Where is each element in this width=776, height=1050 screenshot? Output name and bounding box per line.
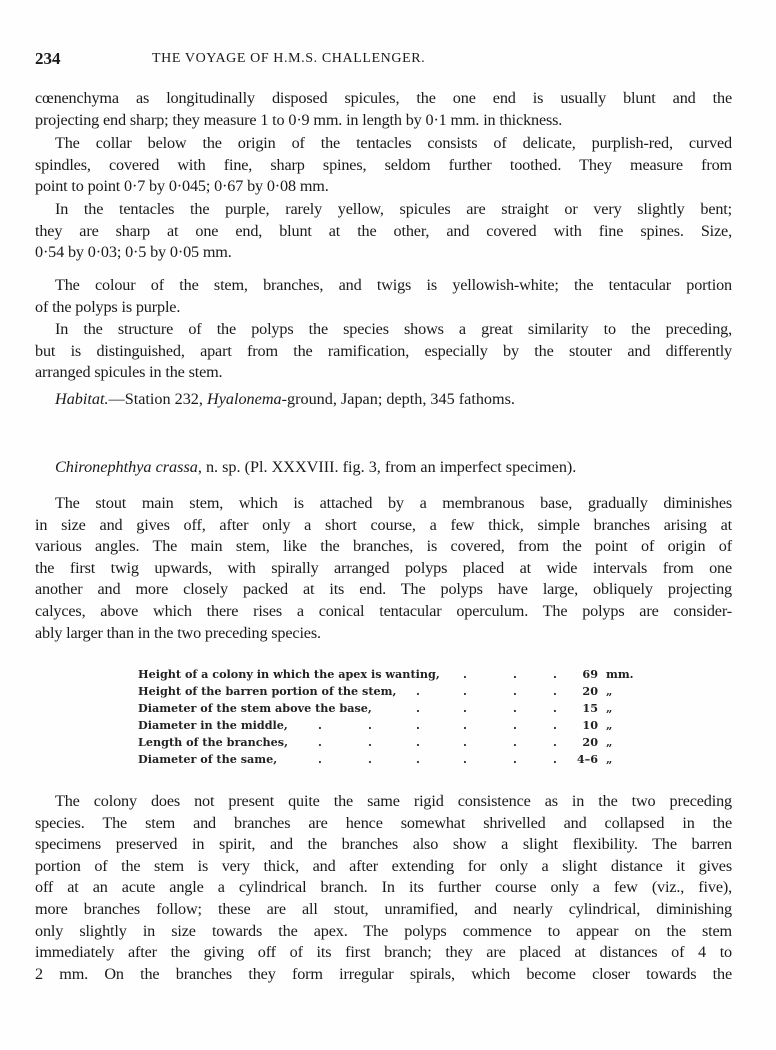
text-line: of the polyps is purple. [35, 297, 181, 316]
text-line: species. The stem and branches are hence somewhat shrivelled and collapsed in the [35, 813, 732, 832]
leader-dot: . [513, 701, 517, 715]
measurement-value: 69 [582, 667, 598, 681]
page-header [35, 49, 490, 71]
text-line: they are sharp at one end, blunt at the other, and covered with fine spines. Size, [35, 221, 732, 240]
text-line: point to point 0·7 by 0·045; 0·67 by 0·08 mm. [35, 177, 329, 196]
measurement-row [138, 683, 648, 700]
leader-dot: . [463, 718, 467, 732]
paragraph-spicules-coenenchyma [35, 89, 732, 132]
leader-dot: . [416, 684, 420, 698]
text-line: The colony does not present quite the same rigid consistence as in the two preceding [55, 792, 732, 810]
text-line: spindles, covered with fine, sharp spines, seldom further toothed. They measure from [35, 155, 732, 174]
leader-dot: . [463, 701, 467, 715]
leader-dot: . [368, 735, 372, 749]
measurement-label: Length of the branches, [138, 735, 288, 749]
paragraph-structure [35, 320, 732, 385]
leader-dot: . [553, 735, 557, 749]
text-line: only slightly in size towards the apex. The polyps commence to appear on the stem [35, 921, 732, 940]
measurement-row [138, 700, 648, 717]
page-number: 234 [35, 49, 61, 68]
text-line: In the structure of the polyps the species shows a great similarity to the preceding, [55, 320, 732, 338]
text-line: more branches follow; these are all stout, unramified, and nearly cylindrical, diminishing [35, 899, 732, 918]
text-line: specimens preserved in spirit, and the branches also show a slight flexibility. The barren [35, 835, 732, 854]
leader-dot: . [513, 718, 517, 732]
text-line: The stout main stem, which is attached by a membranous base, gradually diminishes [55, 494, 732, 512]
text-line: off at an acute angle a cylindrical branch. In its further course only a few (viz., five), [35, 878, 732, 897]
text-line: cœnenchyma as longitudinally disposed spicules, the one end is usually blunt and the [35, 89, 732, 107]
leader-dot: . [318, 718, 322, 732]
text-line: portion of the stem is very thick, and after extending for only a slight distance it gives [35, 856, 732, 875]
text-line: immediately after the giving off of its first branch; they are placed at distances of 4 to [35, 943, 732, 962]
text-line: ably larger than in the two preceding species. [35, 623, 321, 642]
paragraph-tentacles [35, 200, 732, 265]
measurement-unit: „ [606, 718, 613, 732]
leader-dot: . [553, 752, 557, 766]
leader-dot: . [416, 735, 420, 749]
leader-dot: . [513, 667, 517, 681]
text-line: 0·54 by 0·03; 0·5 by 0·05 mm. [35, 243, 232, 262]
text-line: 2 mm. On the branches they form irregular spirals, which become closer towards the [35, 964, 732, 983]
text-line: The colour of the stem, branches, and twigs is yellowish-white; the tentacular portion [55, 276, 732, 294]
measurement-value: 15 [582, 701, 598, 715]
leader-dot: . [416, 701, 420, 715]
leader-dot: . [463, 735, 467, 749]
habitat-ground-italic: Hyalonema [207, 390, 282, 408]
measurement-value: 20 [582, 735, 598, 749]
paragraph-main-stem [35, 494, 732, 645]
measurement-row [138, 751, 648, 768]
measurement-row [138, 717, 648, 734]
text-line: arranged spicules in the stem. [35, 363, 223, 382]
habitat-station: —Station 232, [108, 390, 207, 408]
leader-dot: . [553, 718, 557, 732]
species-reference: , n. sp. (Pl. XXXVIII. fig. 3, from an imperfect specimen). [197, 458, 577, 476]
leader-dot: . [463, 684, 467, 698]
leader-dot: . [318, 752, 322, 766]
measurement-unit: „ [606, 752, 613, 766]
measurement-value: 4–6 [576, 752, 598, 766]
text-line: the first twig upwards, with spirally arranged polyps placed at wide intervals from one [35, 558, 732, 577]
species-name: Chironephthya crassa [55, 458, 198, 476]
measurement-label: Diameter of the same, [138, 752, 278, 766]
leader-dot: . [463, 752, 467, 766]
text-line: In the tentacles the purple, rarely yellow, spicules are straight or very slightly bent; [55, 200, 732, 218]
text-line: another and more closely packed at its end. The polyps have large, obliquely projecting [35, 580, 732, 599]
measurement-label: Height of the barren portion of the stem, [138, 684, 397, 698]
leader-dot: . [513, 752, 517, 766]
measurement-unit: „ [606, 735, 613, 749]
paragraph-colony-consistence [35, 792, 732, 986]
leader-dot: . [318, 735, 322, 749]
leader-dot: . [416, 718, 420, 732]
habitat-label: Habitat. [55, 390, 109, 408]
species-heading [55, 458, 576, 477]
leader-dot: . [553, 701, 557, 715]
leader-dot: . [463, 667, 467, 681]
leader-dot: . [513, 735, 517, 749]
text-line: projecting end sharp; they measure 1 to 0·9 mm. in length by 0·1 mm. in thickness. [35, 110, 563, 129]
text-line: calyces, above which there rises a conical tentacular operculum. The polyps are consider- [35, 601, 732, 620]
measurement-value: 10 [582, 718, 598, 732]
paragraph-colour [35, 276, 732, 319]
text-line: but is distinguished, apart from the ramification, especially by the stouter and differently [35, 341, 732, 360]
text-line: in size and gives off, after only a short course, a few thick, simple branches arising at [35, 515, 732, 534]
habitat-rest: -ground, Japan; depth, 345 fathoms. [281, 390, 515, 408]
measurement-unit: „ [606, 701, 613, 715]
text-line: The collar below the origin of the tentacles consists of delicate, purplish-red, curved [55, 134, 732, 152]
leader-dot: . [416, 752, 420, 766]
measurement-label: Diameter in the middle, [138, 718, 288, 732]
measurement-value: 20 [582, 684, 598, 698]
leader-dot: . [513, 684, 517, 698]
habitat-line [55, 390, 515, 409]
running-title: THE VOYAGE OF H.M.S. CHALLENGER. [152, 51, 426, 66]
measurements-table [138, 666, 648, 768]
leader-dot: . [553, 667, 557, 681]
measurement-row [138, 666, 648, 683]
measurement-label: Diameter of the stem above the base, [138, 701, 372, 715]
paragraph-collar [35, 134, 732, 199]
text-line: various angles. The main stem, like the branches, is covered, from the point of origin of [35, 537, 732, 556]
measurement-row [138, 734, 648, 751]
measurement-unit: „ [606, 684, 613, 698]
measurement-label: Height of a colony in which the apex is wanting, [138, 667, 440, 681]
leader-dot: . [368, 752, 372, 766]
measurement-unit: mm. [606, 667, 634, 681]
leader-dot: . [553, 684, 557, 698]
leader-dot: . [368, 718, 372, 732]
